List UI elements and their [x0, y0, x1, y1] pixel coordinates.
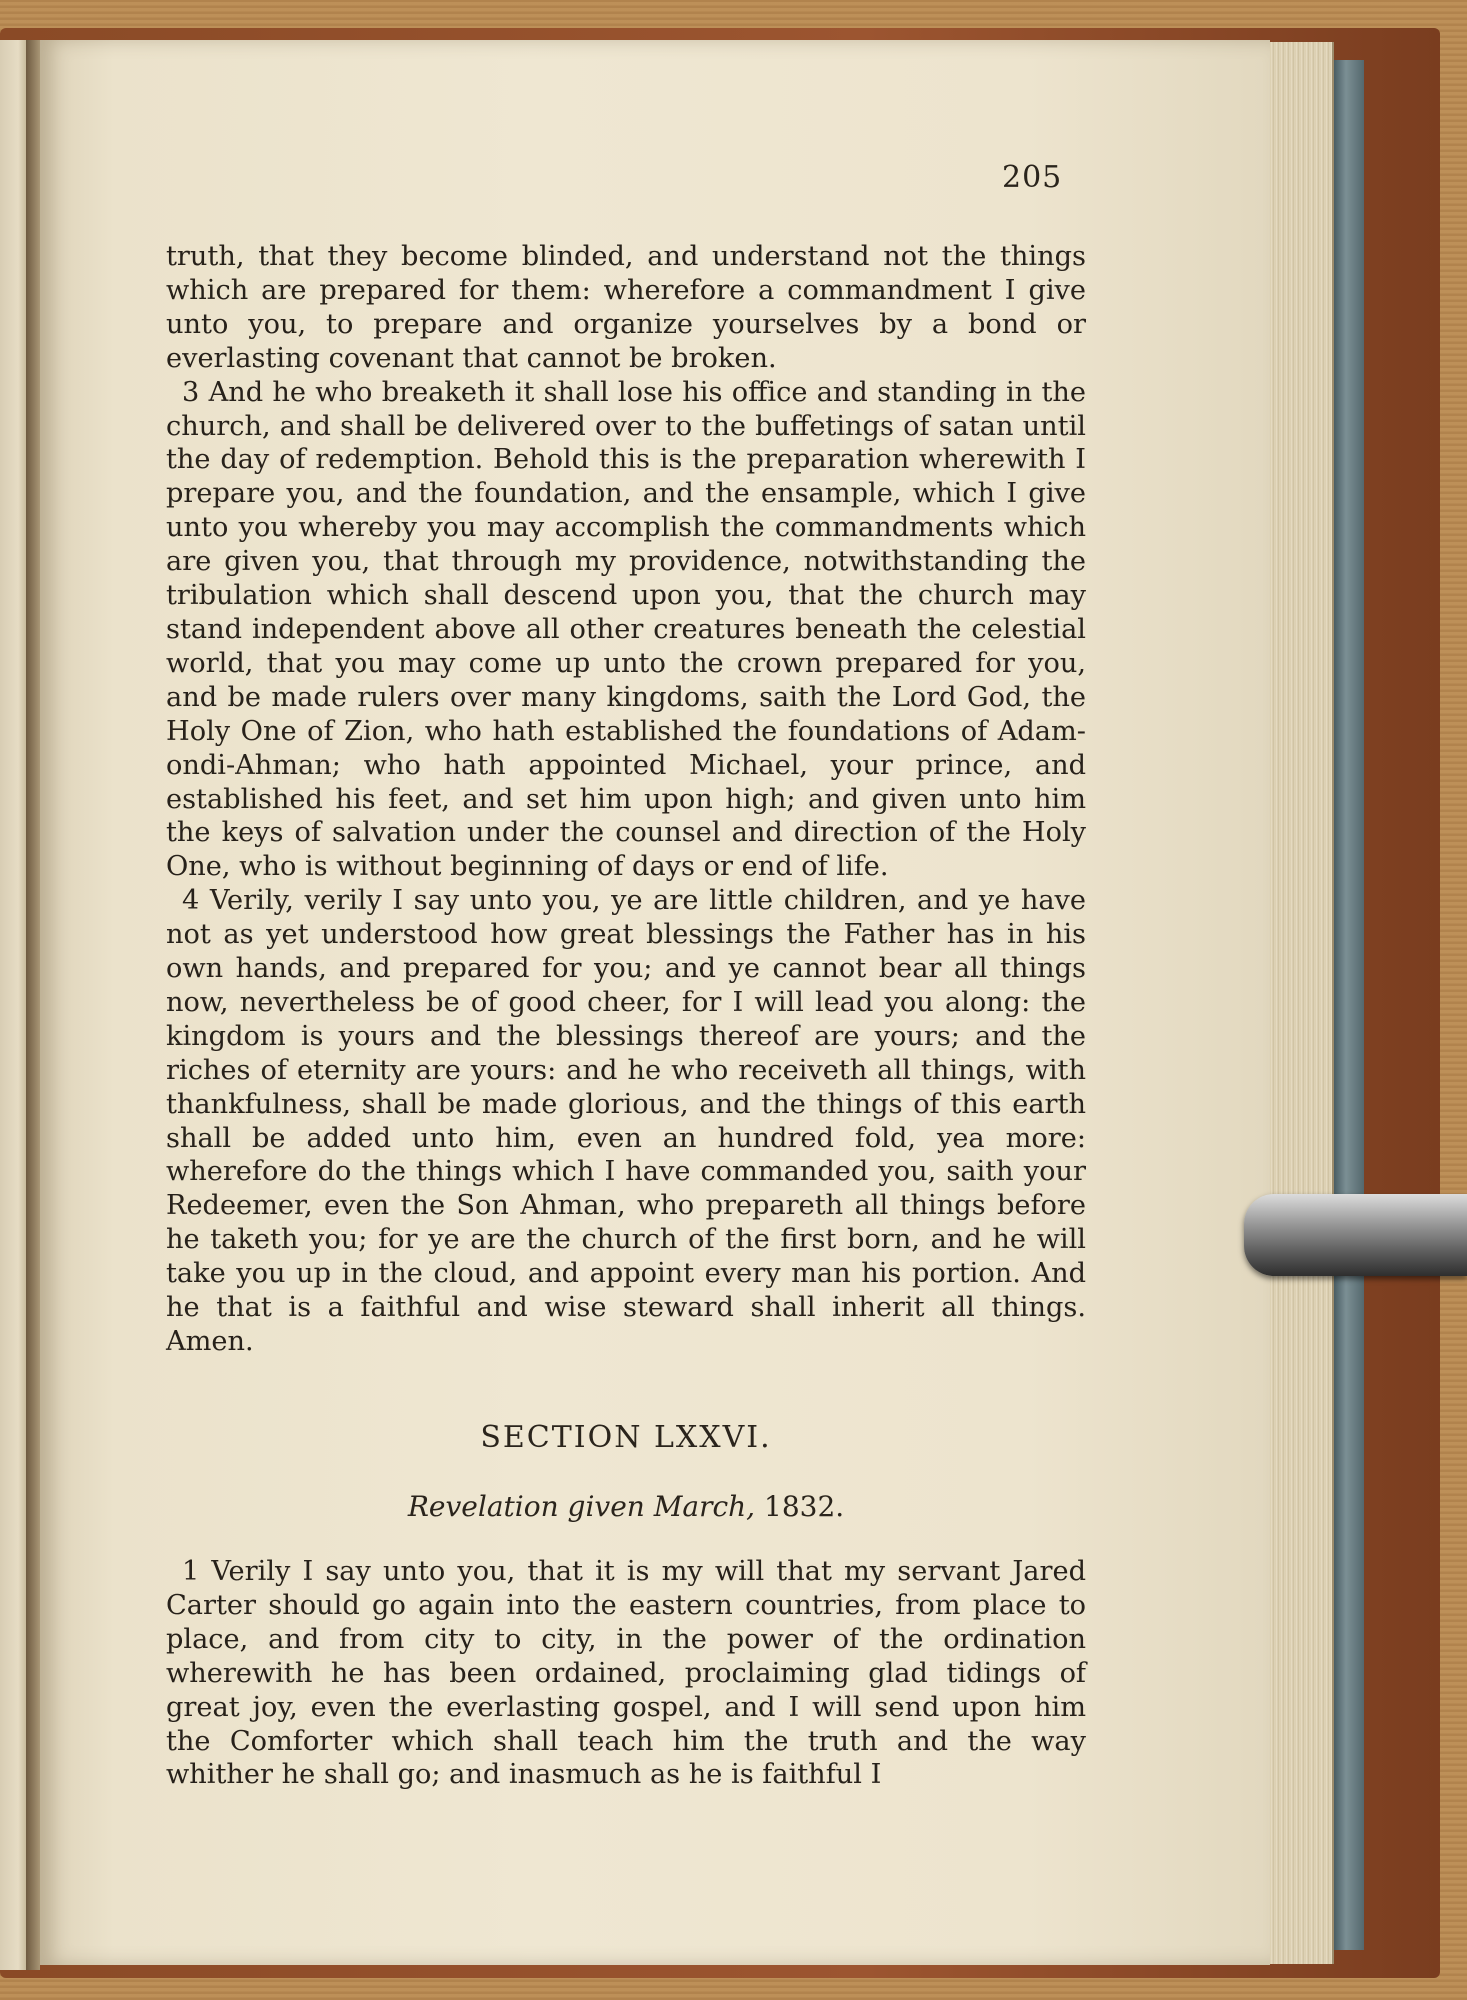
- section-subheading-text: Revelation given March,: [407, 1490, 756, 1523]
- page-edges: [1270, 42, 1334, 1964]
- section-subheading: [166, 1490, 1086, 1523]
- marbled-edge: [1334, 60, 1364, 1950]
- metal-bookmark-clip: [1244, 1194, 1467, 1276]
- book-gutter: [26, 40, 40, 1970]
- section-year: 1832.: [764, 1490, 845, 1523]
- section-body-text: [166, 1555, 1086, 1792]
- page-number: 205: [1002, 160, 1063, 195]
- verse-4: 4 Verily, verily I say unto you, ye are little children, and ye have not as yet understood how great blessings the Father has in his own hands, and prepared for you; and ye cannot bear all things now, nevertheless be of good cheer, for I will lead you along: the kingdom is yours and the blessings thereof are yours; and the riches of eternity are yours: and he who receiveth all things, with thankfulness, shall be made glorious, and the things of this earth shall be added unto him, even an hundred fold, yea more: wherefore do the things which I have commanded you, saith your Redeemer, even the Son Ahman, who prepareth all things before he taketh you; for ye are the church of the first born, and he will take you up in the cloud, and appoint every man his portion. And he that is a faithful and wise steward shall inherit all things. Amen.: [166, 885, 1086, 1357]
- verse-3: 3 And he who breaketh it shall lose his office and standing in the church, and shall be delivered over to the buffetings of satan until the day of redemption. Behold this is the preparation wherewith I prepare you, and the foundation, and the ensample, which I give unto you whereby you may accomplish the commandments which are given you, that through my providence, notwithstanding the tribulation which shall descend upon you, that the church may stand independent above all other creatures beneath the celestial world, that you may come up unto the crown prepared for you, and be made rulers over many kingdoms, saith the Lord God, the Holy One of Zion, who hath established the foundations of Adam-ondi-Ahman; who hath appointed Michael, your prince, and established his feet, and set him upon high; and given unto him the keys of salvation under the counsel and direction of the Holy One, who is without beginning of days or end of life.: [166, 376, 1086, 883]
- section-verse-1: 1 Verily I say unto you, that it is my will that my servant Jared Carter should go again into the eastern countries, from place to place, and from city to city, in the power of the ordination wherewith he has been ordained, proclaiming glad tidings of great joy, even the everlasting gospel, and I will send upon him the Comforter which shall teach him the truth and the way whither he shall go; and inasmuch as he is faithful I: [166, 1556, 1086, 1791]
- left-page-edge: [0, 40, 27, 1970]
- paragraph-continuation: truth, that they become blinded, and understand not the things which are prepared for them: wherefore a commandment I give unto you, to prepare and organize yourselves by a bond or everlasting covenant that cannot be broken.: [166, 241, 1086, 374]
- body-text: [166, 240, 1086, 1359]
- section-heading: SECTION LXXVI.: [480, 1420, 772, 1455]
